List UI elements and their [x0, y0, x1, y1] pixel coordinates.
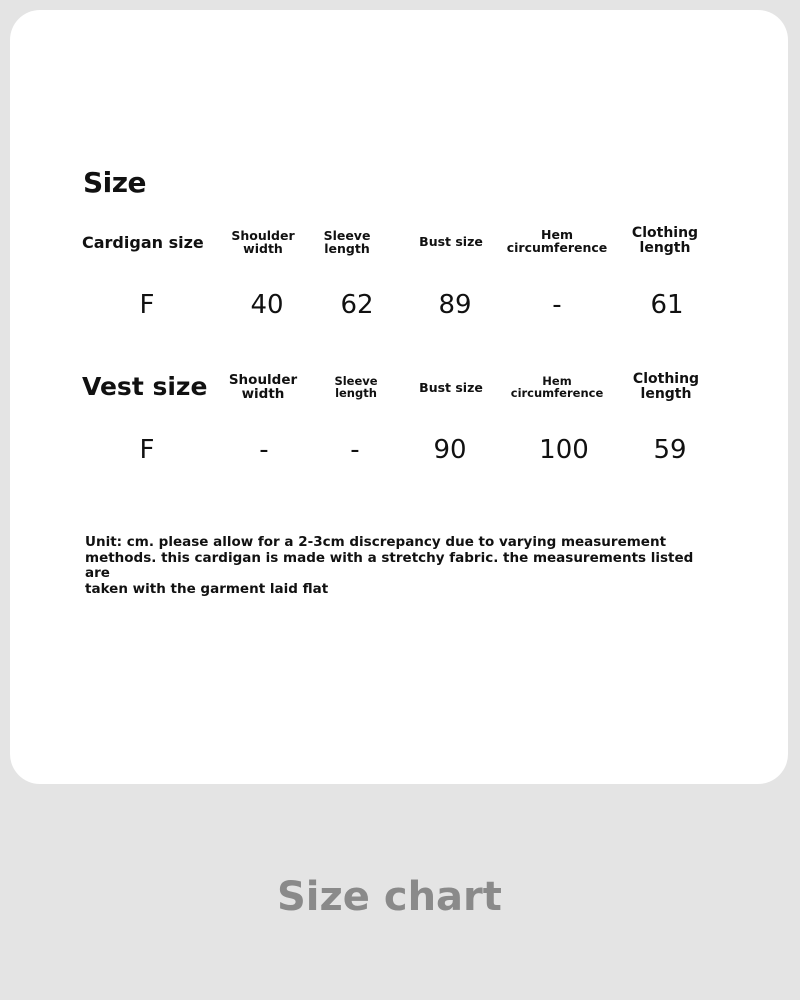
vest-bust-value: 90 — [433, 435, 467, 465]
header-sleeve-length: Sleeve length — [334, 374, 378, 400]
cardigan-hem-value: - — [552, 290, 562, 320]
note-line: Unit: cm. please allow for a 2-3cm discrepancy due to varying measurement — [85, 534, 667, 550]
cardigan-size-value: F — [139, 290, 155, 320]
cardigan-bust-value: 89 — [438, 290, 472, 320]
note-line: taken with the garment laid flat — [85, 580, 329, 597]
vest-shoulder-value: - — [259, 435, 269, 465]
header-bust-size: Bust size — [419, 234, 483, 249]
header-sleeve-length: Sleeve length — [323, 228, 371, 256]
cardigan-size-label: Cardigan size — [82, 233, 204, 252]
header-shoulder-width: Shoulder width — [231, 228, 295, 256]
vest-sleeve-value: - — [350, 435, 360, 465]
header-shoulder-width: Shoulder width — [228, 372, 298, 402]
header-hem-circumference: Hem circumference — [510, 374, 604, 400]
note-line: methods. this cardigan is made with a stretchy fabric. the measurements listed are — [85, 549, 694, 581]
cardigan-shoulder-value: 40 — [250, 290, 284, 320]
vest-size-label: Vest size — [82, 372, 208, 401]
vest-hem-value: 100 — [539, 435, 589, 465]
vest-size-value: F — [139, 435, 155, 465]
header-clothing-length: Clothing length — [631, 225, 699, 256]
cardigan-sleeve-value: 62 — [340, 290, 374, 320]
header-hem-circumference: Hem circumference — [506, 227, 608, 255]
vest-length-value: 59 — [653, 435, 687, 465]
page-title: Size — [83, 166, 147, 199]
header-bust-size: Bust size — [419, 380, 483, 395]
size-chart-caption: Size chart — [277, 874, 502, 920]
cardigan-length-value: 61 — [650, 290, 684, 320]
header-clothing-length: Clothing length — [632, 371, 700, 402]
measurement-note — [85, 535, 705, 597]
